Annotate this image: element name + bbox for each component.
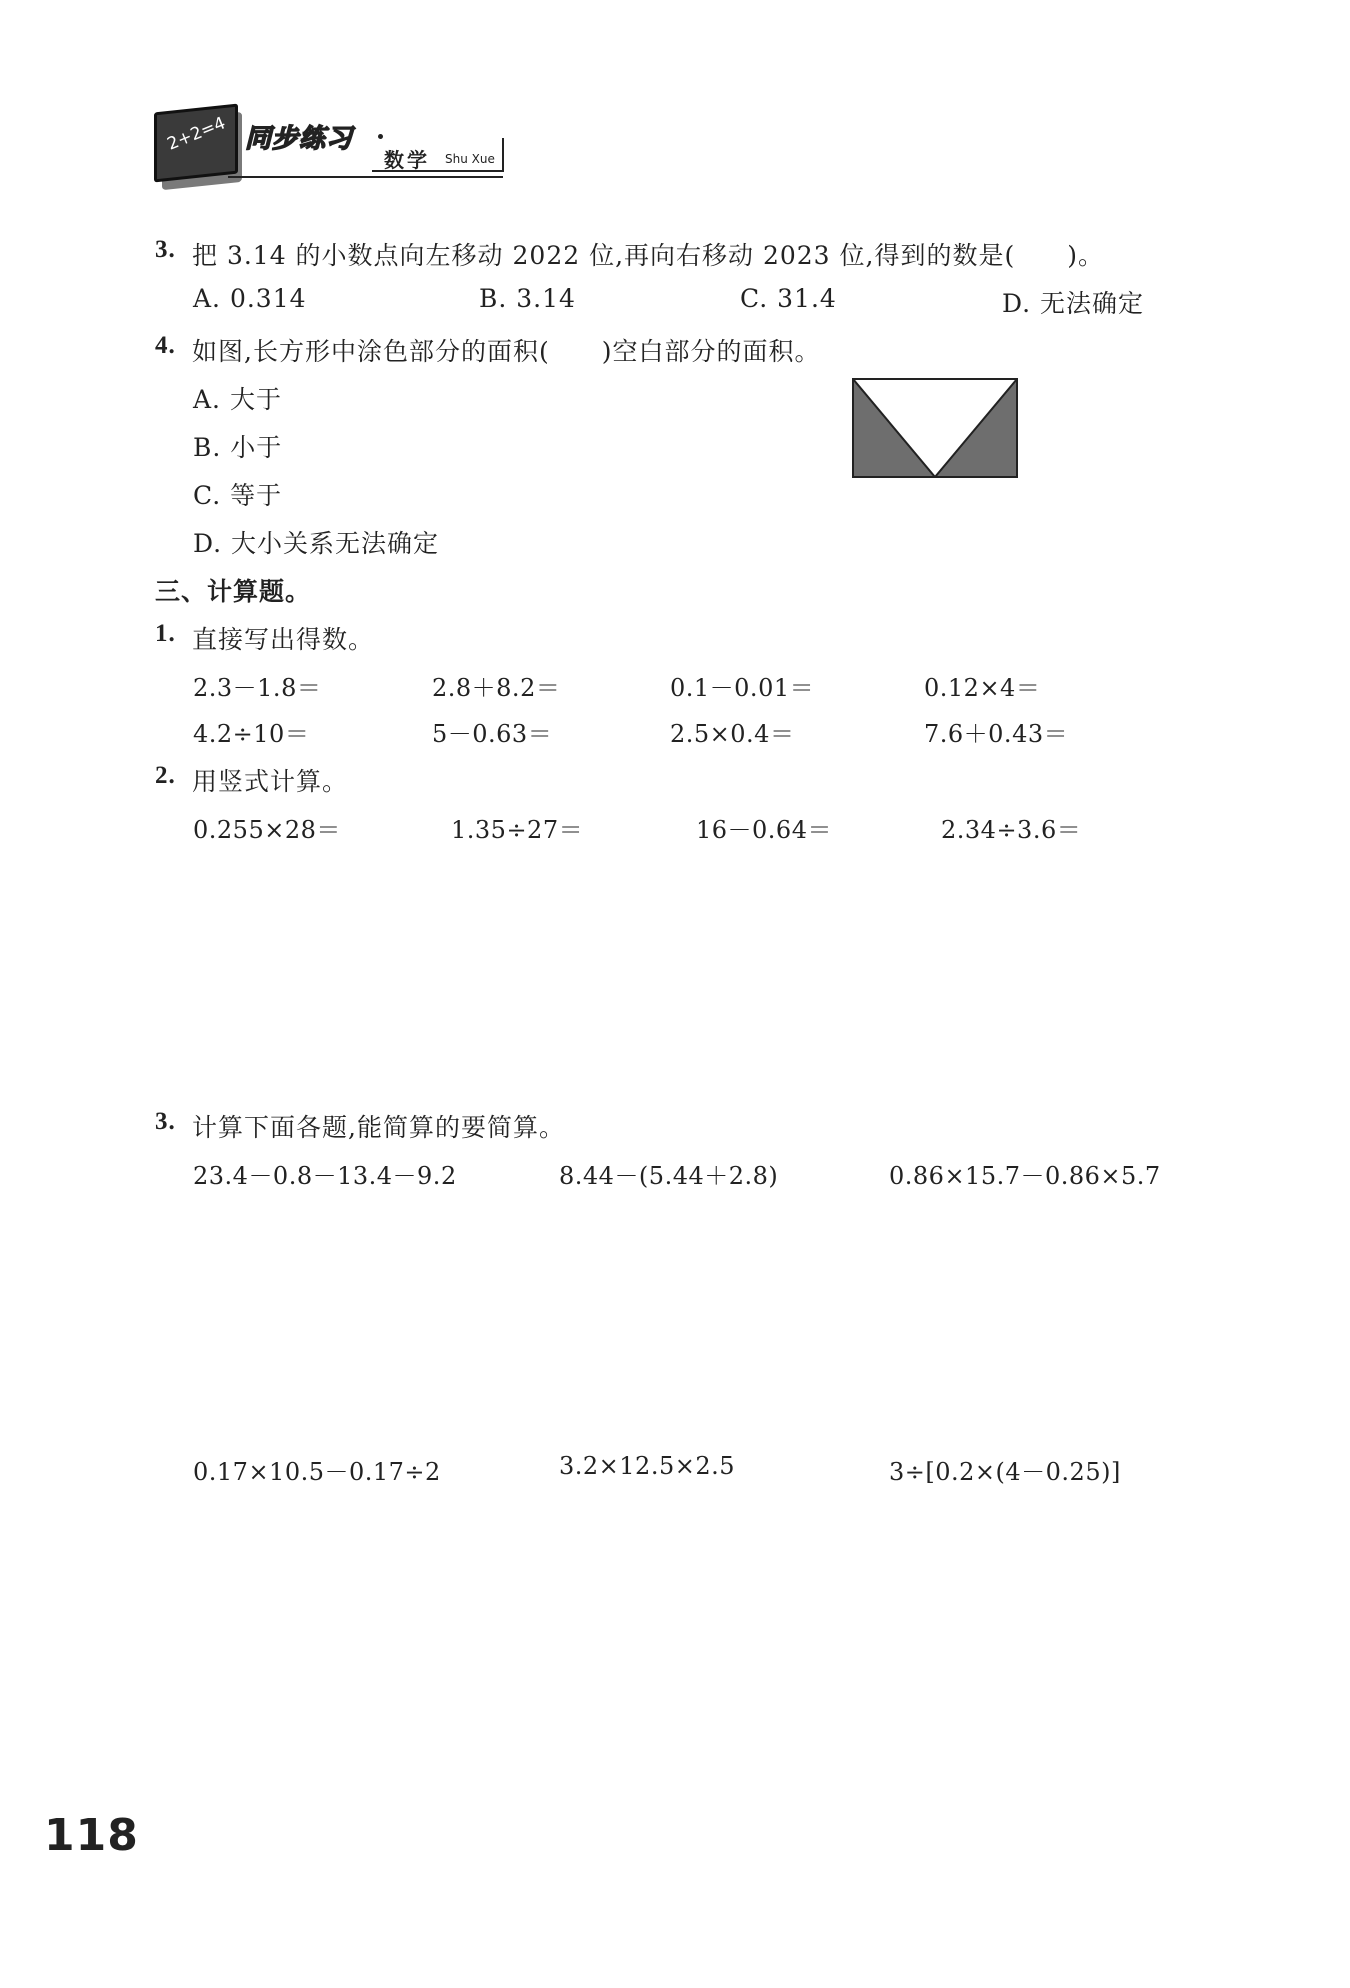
q4-option-a: A. 大于 [193, 385, 282, 414]
p1-text: 直接写出得数。 [192, 625, 375, 654]
q3-number: 3. [155, 236, 176, 263]
p1-item: 0.1－0.01＝ [670, 674, 815, 702]
q4-option-c: C. 等于 [193, 481, 283, 510]
p1-item: 2.5×0.4＝ [670, 720, 795, 748]
p1-item: 4.2÷10＝ [193, 720, 310, 748]
q3-option-d: D. 无法确定 [1002, 289, 1145, 318]
page-header [150, 100, 510, 200]
p2-item: 0.255×28＝ [193, 816, 341, 844]
p3-item: 8.44－(5.44＋2.8) [559, 1162, 779, 1190]
q4-option-d: D. 大小关系无法确定 [193, 529, 440, 558]
p2-text: 用竖式计算。 [192, 767, 349, 796]
p1-item: 2.8＋8.2＝ [432, 674, 561, 702]
q4-number: 4. [155, 332, 176, 359]
p3-item: 3.2×12.5×2.5 [559, 1452, 735, 1480]
page-number: 118 [44, 1810, 139, 1861]
p3-item: 0.86×15.7－0.86×5.7 [889, 1162, 1161, 1190]
rectangle-figure [852, 378, 1018, 478]
p2-item: 16－0.64＝ [696, 816, 832, 844]
p3-number: 3. [155, 1108, 176, 1135]
p2-item: 2.34÷3.6＝ [941, 816, 1082, 844]
q4-text: 如图,长方形中涂色部分的面积( )空白部分的面积。 [192, 337, 821, 366]
header-pinyin: Shu Xue [445, 152, 495, 166]
header-subject: 数学 [384, 148, 430, 172]
p3-item: 3÷[0.2×(4－0.25)] [889, 1458, 1121, 1486]
q3-option-c: C. 31.4 [740, 284, 837, 313]
q3-text: 把 3.14 的小数点向左移动 2022 位,再向右移动 2023 位,得到的数是( )。 [192, 241, 1104, 270]
q4-option-b: B. 小于 [193, 433, 283, 462]
p2-number: 2. [155, 762, 176, 789]
p1-item: 5－0.63＝ [432, 720, 553, 748]
q3-option-a: A. 0.314 [193, 284, 307, 313]
header-title: 同步练习 [245, 124, 354, 154]
p1-item: 7.6＋0.43＝ [924, 720, 1069, 748]
p2-item: 1.35÷27＝ [451, 816, 584, 844]
p3-text: 计算下面各题,能简算的要简算。 [192, 1113, 565, 1142]
p1-item: 0.12×4＝ [924, 674, 1041, 702]
p1-number: 1. [155, 620, 176, 647]
blackboard-text: 2+2=4 [164, 113, 229, 155]
p1-item: 2.3－1.8＝ [193, 674, 322, 702]
q3-option-b: B. 3.14 [479, 284, 576, 313]
section-heading: 三、计算题。 [155, 577, 312, 606]
p3-item: 23.4－0.8－13.4－9.2 [193, 1162, 457, 1190]
header-underline [228, 176, 503, 178]
p3-item: 0.17×10.5－0.17÷2 [193, 1458, 441, 1486]
